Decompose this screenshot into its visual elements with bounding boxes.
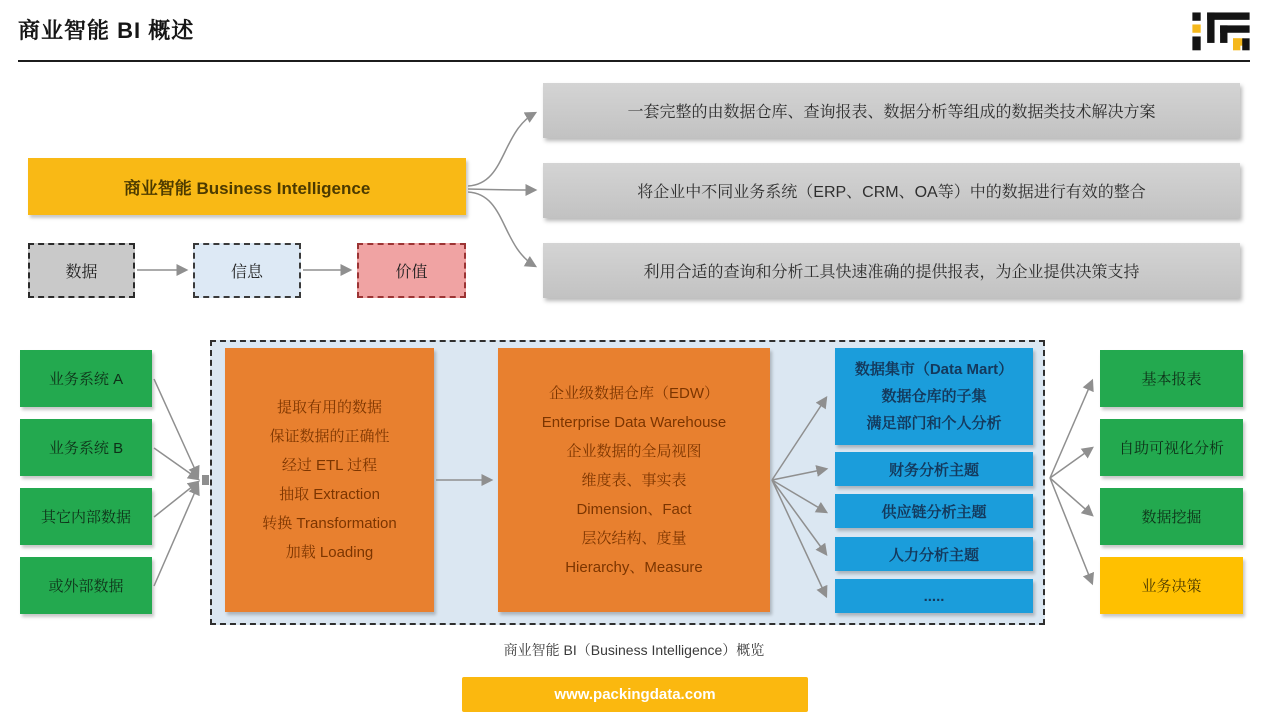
title-divider xyxy=(18,60,1250,62)
data-mart-line: 数据集市（Data Mart） xyxy=(854,361,1014,378)
edw-line: 层次结构、度量 xyxy=(581,529,687,547)
data-mart-box xyxy=(835,348,1033,445)
edw-line: Enterprise Data Warehouse xyxy=(541,413,727,431)
output-box-decision: 业务决策 xyxy=(1100,557,1243,614)
data-mart-line: 满足部门和个人分析 xyxy=(866,415,1002,432)
output-box-reports: 基本报表 xyxy=(1100,350,1243,407)
chain-box-data: 数据 xyxy=(28,243,135,298)
etl-box xyxy=(225,348,434,612)
packingdata-logo-icon xyxy=(1192,6,1250,54)
edw-box xyxy=(498,348,770,612)
output-box-mining: 数据挖掘 xyxy=(1100,488,1243,545)
edw-line: 企业级数据仓库（EDW） xyxy=(549,384,719,402)
source-box-4: 或外部数据 xyxy=(20,557,152,614)
definition-box-1: 一套完整的由数据仓库、查询报表、数据分析等组成的数据类技术解决方案 xyxy=(543,83,1240,138)
output-box-selfserve: 自助可视化分析 xyxy=(1100,419,1243,476)
etl-line: 加载 Loading xyxy=(285,544,374,561)
bi-main-box: 商业智能 Business Intelligence xyxy=(28,158,466,215)
definition-box-3: 利用合适的查询和分析工具快速准确的提供报表，为企业提供决策支持 xyxy=(543,243,1240,298)
source-box-2: 业务系统 B xyxy=(20,419,152,476)
topic-box-hr: 人力分析主题 xyxy=(835,537,1033,571)
source-box-3: 其它内部数据 xyxy=(20,488,152,545)
etl-line: 转换 Transformation xyxy=(262,515,397,532)
etl-line: 抽取 Extraction xyxy=(279,486,380,503)
edw-line: 维度表、事实表 xyxy=(581,471,687,489)
topic-box-more: ..... xyxy=(835,579,1033,613)
edw-line: Hierarchy、Measure xyxy=(565,558,703,576)
topic-box-finance: 财务分析主题 xyxy=(835,452,1033,486)
etl-line: 经过 ETL 过程 xyxy=(281,457,378,474)
topic-box-supplychain: 供应链分析主题 xyxy=(835,494,1033,528)
etl-line: 提取有用的数据 xyxy=(276,399,382,416)
footer-url-bar xyxy=(462,677,808,712)
footer-url: www.packingdata.com xyxy=(554,686,716,703)
etl-line: 保证数据的正确性 xyxy=(269,428,390,445)
data-mart-line: 数据仓库的子集 xyxy=(881,388,987,405)
page-title: 商业智能 BI 概述 xyxy=(18,18,195,43)
definition-box-2: 将企业中不同业务系统（ERP、CRM、OA等）中的数据进行有效的整合 xyxy=(543,163,1240,218)
chain-box-info: 信息 xyxy=(193,243,301,298)
edw-line: 企业数据的全局视图 xyxy=(566,442,702,460)
chain-box-value: 价值 xyxy=(357,243,466,298)
arrow-converge-node xyxy=(202,475,209,485)
source-box-1: 业务系统 A xyxy=(20,350,152,407)
edw-line: Dimension、Fact xyxy=(576,500,692,518)
diagram-caption: 商业智能 BI（Business Intelligence）概览 xyxy=(503,642,765,658)
